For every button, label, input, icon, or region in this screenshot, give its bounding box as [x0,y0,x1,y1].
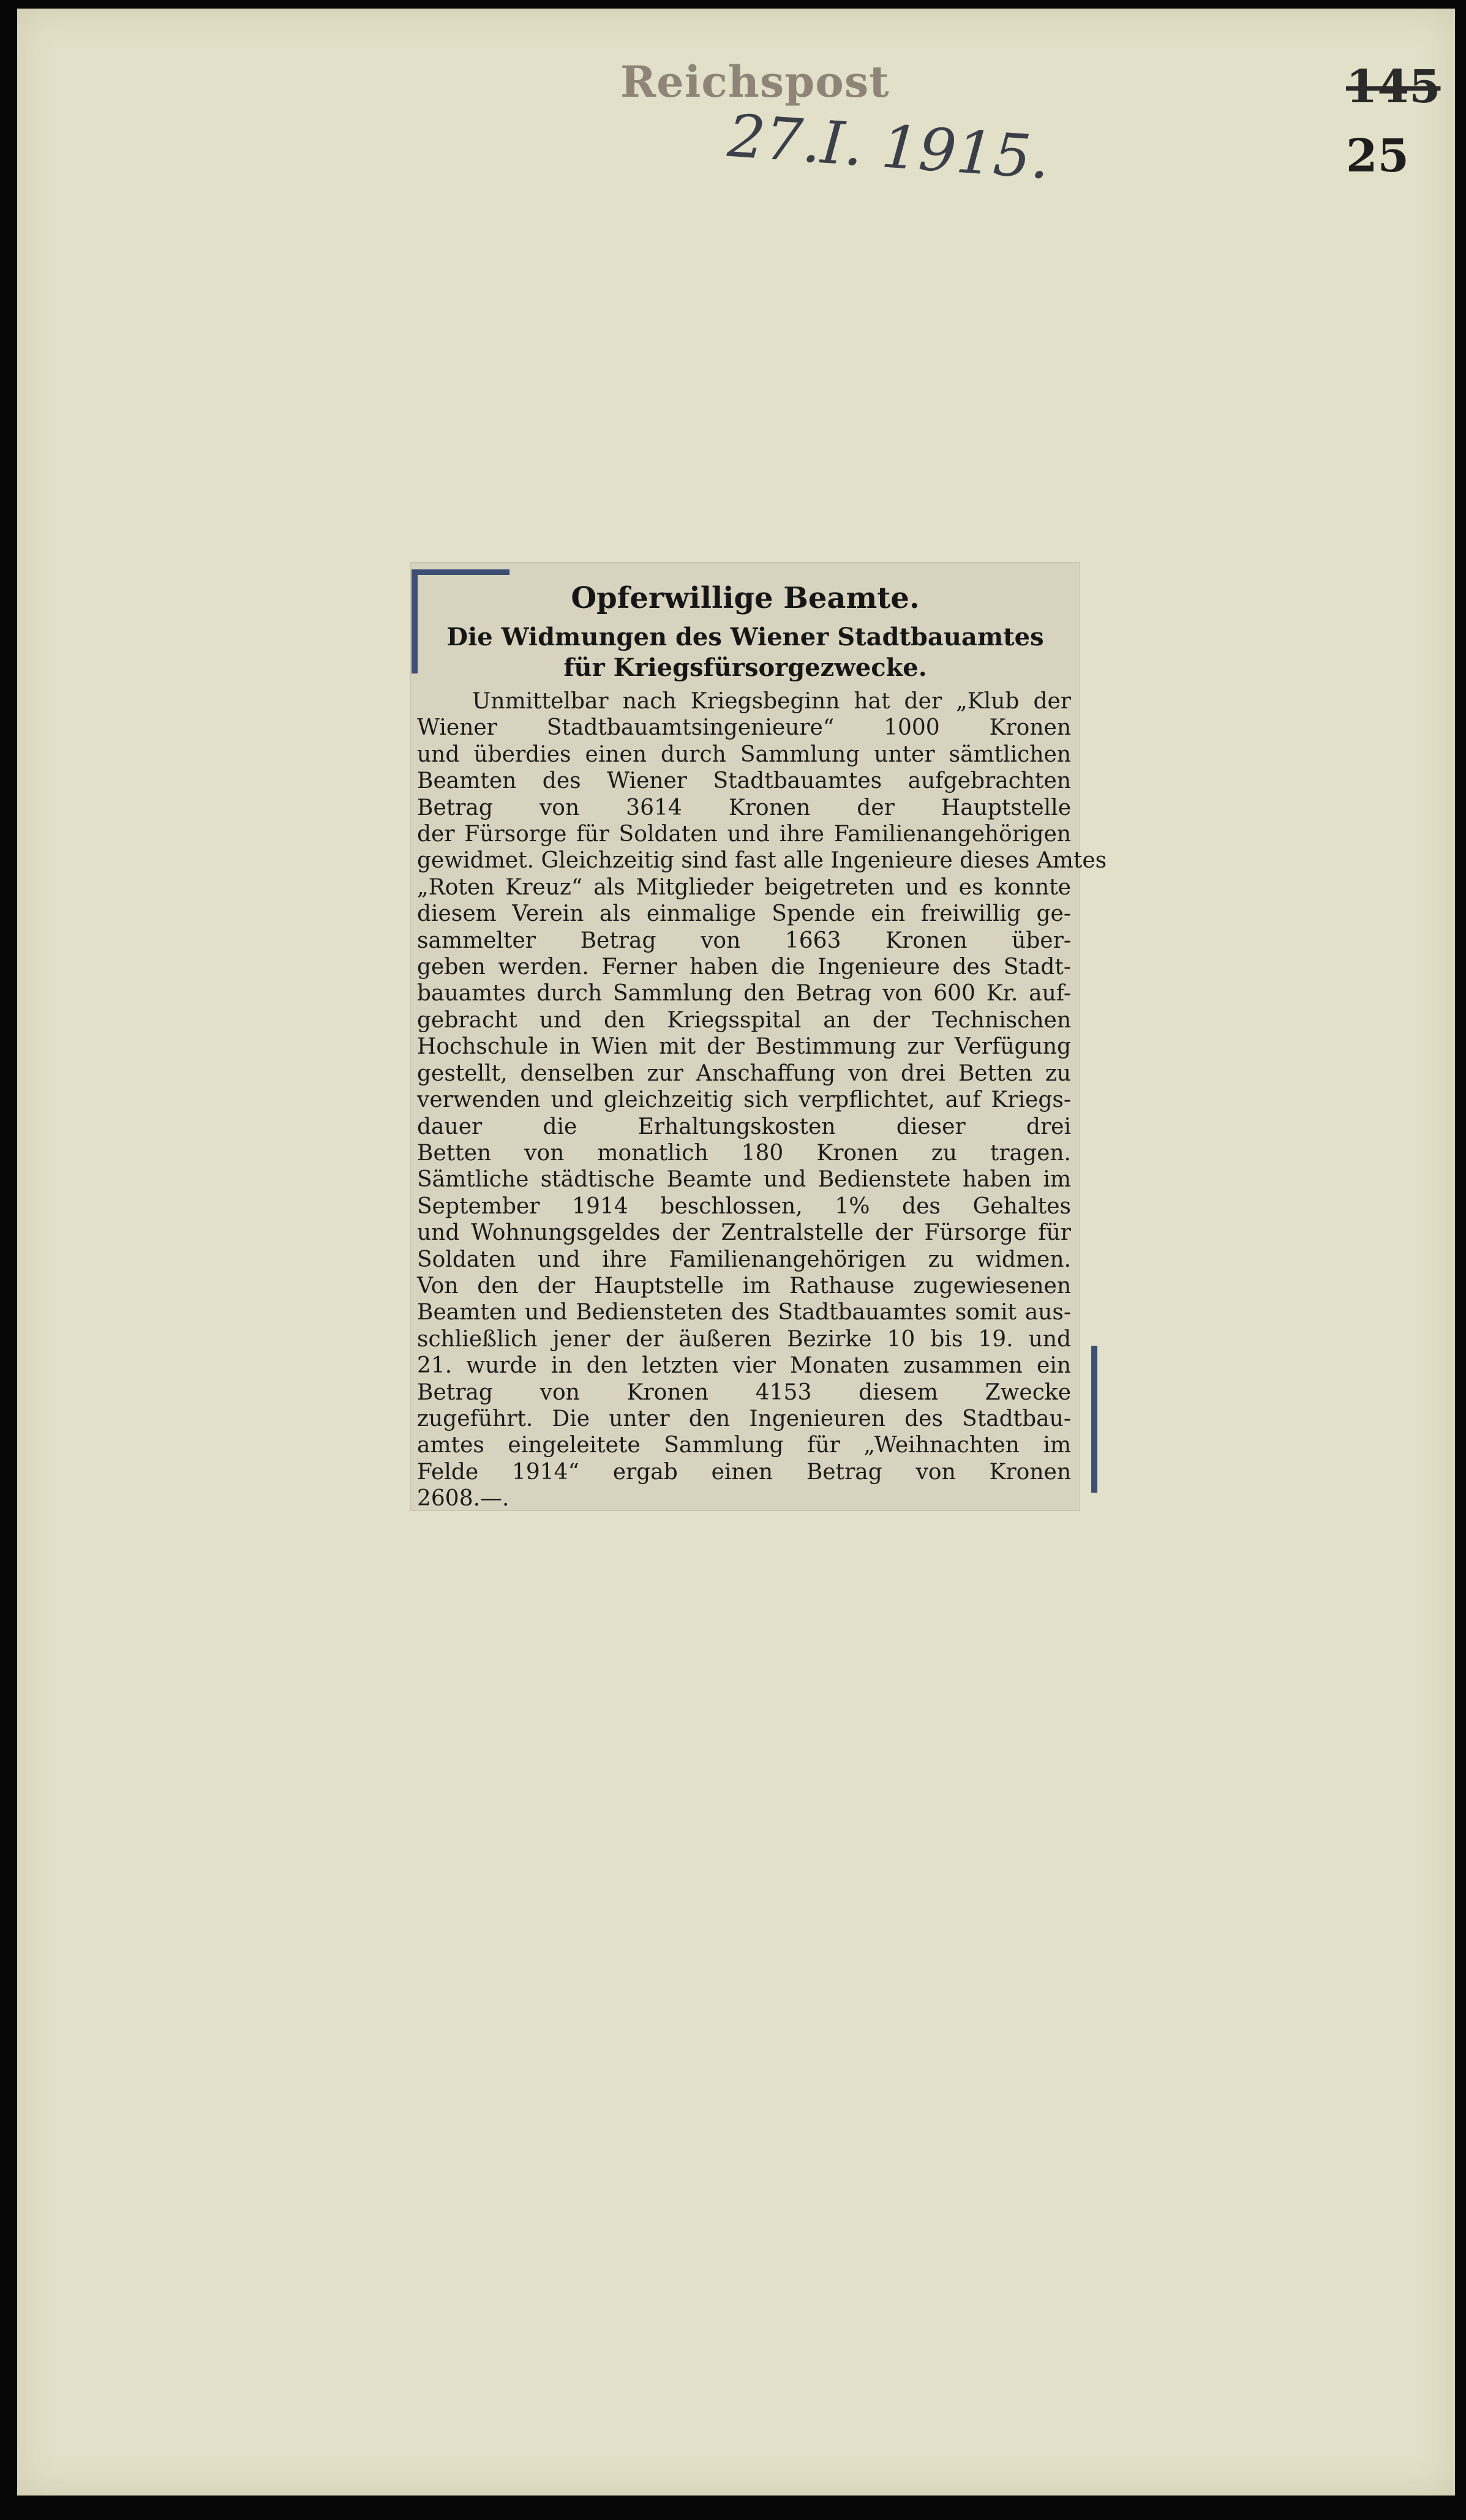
article-line: gestellt, denselben zur Anschaffung von drei Betten zu [417,1060,1071,1086]
clipping-mark-top [412,569,509,575]
page-number: 25 [1346,130,1409,182]
article-subtitle-line1: Die Widmungen des Wiener Stadtbauamtes [446,623,1044,651]
article-line: Soldaten und ihre Familienangehörigen zu widmen. [417,1247,1071,1272]
article-line: Unmittelbar nach Kriegsbeginn hat der „Klub der [472,689,1071,714]
article-line: Betrag von Kronen 4153 diesem Zwecke [417,1379,1071,1405]
article-line: Sämtliche städtische Beamte und Bedienstete haben im [417,1167,1071,1193]
article-line: zugeführt. Die unter den Ingenieuren des Stadtbau- [417,1406,1071,1431]
article-line: 2608.—. [417,1486,509,1512]
article-line: Betrag von 3614 Kronen der Hauptstelle [417,795,1071,820]
handwritten-date: 27.I. 1915. [725,101,1052,193]
article-line: und überdies einen durch Sammlung unter sämtlichen [417,741,1071,767]
article-line: Beamten des Wiener Stadtbauamtes aufgebrachten [417,768,1071,794]
article-line: der Fürsorge für Soldaten und ihre Familienangehörigen [417,822,1071,847]
article-line: Betten von monatlich 180 Kronen zu tragen. [417,1140,1071,1166]
newspaper-clipping [410,562,1107,1512]
page-number-struck: 145 [1346,61,1441,113]
article-line: „Roten Kreuz“ als Mitglieder beigetreten und es konnte [417,874,1071,900]
article-line: verwenden und gleichzeitig sich verpflichtet, auf Kriegs- [417,1087,1071,1113]
article-line: und Wohnungsgeldes der Zentralstelle der Fürsorge für [417,1220,1071,1246]
article-line: September 1914 beschlossen, 1% des Gehaltes [417,1193,1071,1219]
article-line: amtes eingeleitete Sammlung für „Weihnachten im [417,1433,1071,1458]
article-body [417,688,1107,1512]
clipping-mark-right [1091,1346,1097,1493]
article-line: bauamtes durch Sammlung den Betrag von 600 Kr. auf- [417,981,1071,1007]
article-line: Wiener Stadtbauamtsingenieure“ 1000 Kronen [417,715,1071,741]
article-line: sammelter Betrag von 1663 Kronen über- [417,928,1071,953]
clipping-mark-left [412,569,418,673]
article-line: Von den der Hauptstelle im Rathause zugewiesenen [417,1273,1071,1299]
article-line: gewidmet. Gleichzeitig sind fast alle Ingenieure dieses Amtes [417,848,1107,874]
article-subtitle-line2: für Kriegsfürsorgezwecke. [563,653,927,682]
article-line: Hochschule in Wien mit der Bestimmung zur Verfügung [417,1034,1071,1060]
article-line: geben werden. Ferner haben die Ingenieure des Stadt- [417,954,1071,980]
article-line: 21. wurde in den letzten vier Monaten zusammen ein [417,1353,1071,1379]
article-line: schließlich jener der äußeren Bezirke 10 bis 19. und [417,1326,1071,1352]
article-line: gebracht und den Kriegsspital an der Technischen [417,1007,1071,1033]
article-line: Beamten und Bediensteten des Stadtbauamtes somit aus- [417,1300,1071,1326]
article-line: dauer die Erhaltungskosten dieser drei [417,1114,1071,1139]
article-line: diesem Verein als einmalige Spende ein freiwillig ge- [417,901,1071,927]
newspaper-stamp: Reichspost [620,56,890,107]
article-line: Felde 1914“ ergab einen Betrag von Kronen [417,1459,1071,1485]
article-title: Opferwillige Beamte. [571,581,920,615]
